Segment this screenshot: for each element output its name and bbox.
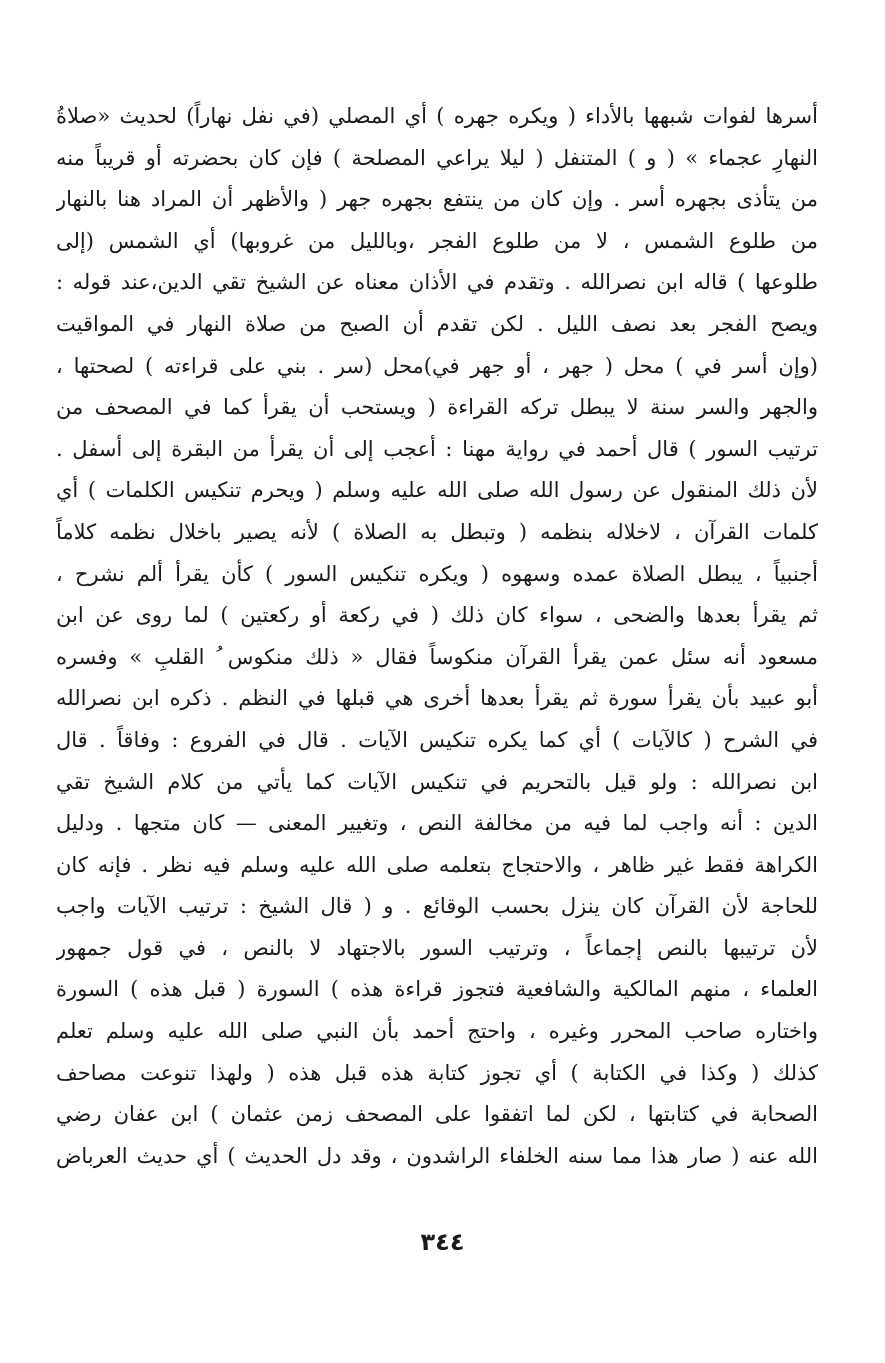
- text-line: أسرها لفوات شبهها بالأداء ( ويكره جهره ) أي المصلي (في نفل نهاراً) لحديث «صلاةُ: [56, 104, 818, 128]
- text-line: الكراهة فقط غير ظاهر ، والاحتجاج بتعلمه صلى الله عليه وسلم فيه نظر . فإنه كان: [56, 852, 818, 877]
- text-line: الصحابة في كتابتها ، لكن لما اتفقوا على المصحف زمن عثمان ) ابن عفان رضي: [56, 1102, 818, 1127]
- text-line: ترتيب السور ) قال أحمد في رواية مهنا : أعجب إلى أن يقرأ من البقرة إلى أسفل .: [56, 436, 818, 461]
- text-line: الدين : أنه واجب لما فيه من مخالفة النص ، وتغيير المعنى — كان متجها . ودليل: [56, 811, 818, 836]
- main-text: [56, 96, 818, 1177]
- text-line: النهارِ عجماء » ( و ) المتنفل ( ليلا يراعي المصلحة ) فإن كان بحضرته أو قريباً منه: [56, 145, 818, 170]
- text-line: كذلك ( وكذا في الكتابة ) أي تجوز كتابة هذه قبل هذه ( ولهذا تنوعت مصاحف: [56, 1060, 818, 1085]
- text-line: ويصح الفجر بعد نصف الليل . لكن تقدم أن الصبح من صلاة النهار في المواقيت: [56, 311, 818, 336]
- text-line: من طلوع الشمس ، لا من طلوع الفجر ،وبالليل من غروبها) أي الشمس (إلى: [56, 228, 818, 253]
- text-line: العلماء ، منهم المالكية والشافعية فتجوز قراءة هذه ) السورة ( قبل هذه ) السورة: [56, 977, 818, 1002]
- text-line: كلمات القرآن ، لاخلاله بنظمه ( وتبطل به الصلاة ) لأنه يصير باخلال نظمه كلاماً: [56, 519, 818, 544]
- text-line: ثم يقرأ بعدها والضحى ، سواء كان ذلك ( في ركعة أو ركعتين ) لما روى عن ابن: [56, 603, 818, 628]
- text-line: ابن نصرالله : ولو قيل بالتحريم في تنكيس الآيات كما يأتي من كلام الشيخ تقي: [56, 769, 818, 794]
- text-line: الله عنه ( صار هذا مما سنه الخلفاء الراشدون ، وقد دل الحديث ) أي حديث العرباض: [56, 1143, 818, 1168]
- text-line: أجنبياً ، يبطل الصلاة عمده وسهوه ( ويكره تنكيس السور ) كأن يقرأ ألم نشرح ،: [56, 561, 818, 586]
- text-line: واختاره صاحب المحرر وغيره ، واحتج أحمد بأن النبي صلى الله عليه وسلم تعلم: [56, 1019, 818, 1044]
- text-line: لأن ذلك المنقول عن رسول الله صلى الله عليه وسلم ( ويحرم تنكيس الكلمات ) أي: [56, 478, 818, 503]
- text-line: مسعود أنه سئل عمن يقرأ القرآن منكوساً فقال « ذلك منكوس ُ القلبِ » وفسره: [56, 644, 818, 669]
- text-line: من يتأذى بجهره أسر . وإن كان من ينتفع بجهره جهر ( والأظهر أن المراد هنا بالنهار: [56, 187, 818, 212]
- text-line: لأن ترتيبها بالنص إجماعاً ، وترتيب السور بالاجتهاد لا بالنص ، في قول جمهور: [56, 935, 818, 960]
- text-line: طلوعها ) قاله ابن نصرالله . وتقدم في الأذان معناه عن الشيخ تقي الدين،عند قوله :: [56, 270, 818, 295]
- text-line: (وإن أسر في ) محل ( جهر ، أو جهر في)محل (سر . بني على قراءته ) لصحتها ،: [56, 353, 818, 378]
- page-number: ٣٤٤: [420, 1228, 465, 1256]
- text-line: للحاجة لأن القرآن كان ينزل بحسب الوقائع . و ( قال الشيخ : ترتيب الآيات واجب: [56, 894, 818, 919]
- text-line: أبو عبيد بأن يقرأ سورة ثم يقرأ بعدها أخرى هي قبلها في النظم . ذكره ابن نصرالله: [56, 686, 818, 711]
- text-line: في الشرح ( كالآيات ) أي كما يكره تنكيس الآيات . قال في الفروع : وفاقاً . قال: [56, 727, 818, 752]
- text-line: والجهر والسر سنة لا يبطل تركه القراءة ( ويستحب أن يقرأ كما في المصحف من: [56, 395, 818, 420]
